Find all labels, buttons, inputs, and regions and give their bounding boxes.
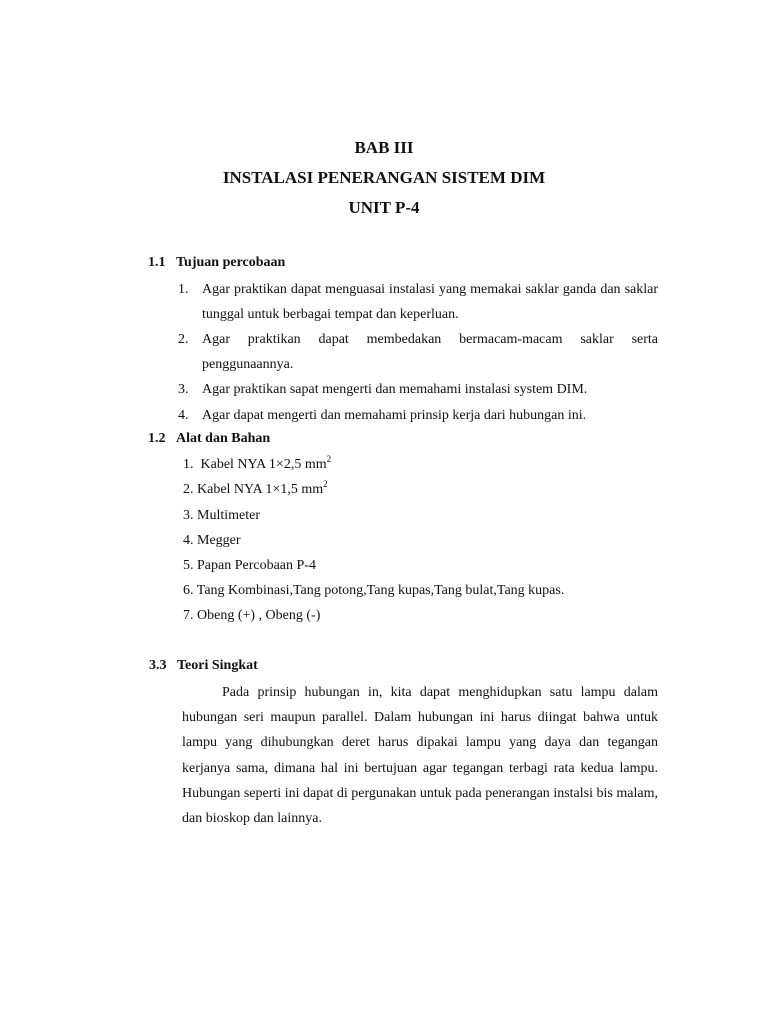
list-text: Agar praktikan dapat membedakan bermacam-macam saklar serta penggunaannya.	[202, 332, 658, 372]
tool-number: 4.	[183, 533, 194, 548]
paragraph-text: Pada prinsip hubungan in, kita dapat menghidupkan satu lampu dalam hubungan seri maupun parallel. Dalam hubungan ini harus diingat bahwa untuk lampu yang dihubungkan deret harus dipakai lampu yang daya dan tegangan kerjanya sama, dimana hal ini bertujuan agar tegangan terbagi rata kedua lampu. Hubungan seperti ini dapat di pergunakan untuk pada penerangan instalsi bis malam, dan bioskop dan lainnya.	[182, 685, 658, 827]
section-heading-tujuan	[148, 255, 285, 271]
superscript: 2	[323, 479, 328, 489]
tool-text: Papan Percobaan P-4	[197, 558, 316, 573]
tool-item	[183, 583, 564, 599]
tool-number: 6.	[183, 583, 194, 598]
list-item	[178, 277, 658, 327]
section-number: 1.2	[148, 431, 166, 446]
section-title: Teori Singkat	[177, 658, 258, 673]
tool-item	[183, 479, 328, 498]
list-text: Agar praktikan dapat menguasai instalasi yang memakai saklar ganda dan saklar tunggal untuk berbagai tempat dan keperluan.	[202, 282, 658, 322]
theory-paragraph	[182, 680, 658, 831]
tool-item	[183, 608, 320, 624]
unit-label: UNIT P-4	[348, 198, 420, 217]
tool-text: Kabel NYA 1×2,5 mm	[200, 457, 327, 472]
section-heading-teori	[149, 658, 258, 674]
section-title: Alat dan Bahan	[176, 431, 271, 446]
tool-text: Multimeter	[197, 508, 260, 523]
tool-item	[183, 533, 241, 549]
tool-number: 7.	[183, 608, 194, 623]
tool-text: Obeng (+) , Obeng (-)	[197, 608, 321, 623]
tool-number: 2.	[183, 482, 194, 497]
section-number: 1.1	[148, 255, 166, 270]
list-text: Agar praktikan sapat mengerti dan memahami instalasi system DIM.	[202, 382, 588, 397]
tool-number: 3.	[183, 508, 194, 523]
tool-number: 1.	[183, 457, 194, 472]
tool-text: Kabel NYA 1×1,5 mm	[197, 482, 324, 497]
tool-item	[183, 508, 260, 524]
list-item	[178, 403, 658, 428]
section-heading-alat	[148, 431, 270, 447]
list-number: 3.	[178, 382, 189, 397]
tool-number: 5.	[183, 558, 194, 573]
list-number: 1.	[178, 282, 189, 297]
section-title: Tujuan percobaan	[176, 255, 286, 270]
tool-item	[183, 558, 316, 574]
list-number: 4.	[178, 408, 189, 423]
list-item	[178, 377, 658, 402]
list-item	[178, 327, 658, 377]
tool-item	[183, 454, 332, 473]
list-number: 2.	[178, 332, 189, 347]
section-number: 3.3	[149, 658, 167, 673]
superscript: 2	[326, 454, 332, 464]
chapter-label: BAB III	[354, 138, 414, 157]
tool-text: Tang Kombinasi,Tang potong,Tang kupas,Tang bulat,Tang kupas.	[196, 583, 565, 598]
list-text: Agar dapat mengerti dan memahami prinsip kerja dari hubungan ini.	[202, 408, 587, 423]
tool-text: Megger	[197, 533, 241, 548]
page-title: INSTALASI PENERANGAN SISTEM DIM	[222, 168, 546, 187]
